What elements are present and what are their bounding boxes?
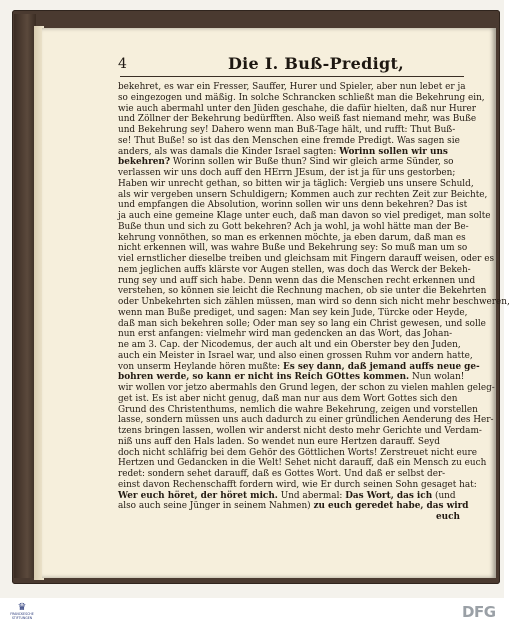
text-run: Worinn sollen wir Buße thun? Sind wir gleich arme Sünder, so: [170, 157, 454, 168]
text-run: anders, als was damals die Kinder Israel sagten:: [118, 146, 340, 157]
text-run: Buße thun und sich zu Gott bekehren? Ach ja wohl, ja wohl hätte man der Be-: [118, 221, 469, 232]
text-line: [118, 178, 474, 190]
bold-scripture-quote: euch: [436, 512, 460, 522]
text-line: [118, 479, 477, 491]
dfg-logo[interactable]: DFG: [462, 603, 496, 621]
text-run: kehrung vonnöthen, so man es erkennen möchte, ja eben darum, daß man es: [118, 232, 466, 243]
text-line: [118, 114, 477, 125]
text-run: also auch seine Jünger in seinem Nahmen): [118, 501, 314, 512]
text-run: nun erst anfangen: vielmehr wird man gedencken an das Wort, das Johan-: [118, 329, 453, 340]
text-line: [118, 404, 478, 416]
text-line: [118, 286, 487, 297]
text-run: verstehen, so können sie leicht die Rechnung machen, ob sie unter die Bekehrten: [118, 286, 487, 297]
text-line: [118, 297, 510, 308]
text-line: [118, 189, 488, 201]
crown-icon: ♛: [17, 602, 27, 614]
text-line: [118, 147, 460, 158]
text-line: [118, 200, 468, 211]
text-line: [118, 447, 477, 459]
text-run: als wir vergeben unsern Schuldigern; Kommen auch zur rechten Zeit zur Beichte,: [118, 189, 488, 200]
text-run: (und: [432, 490, 456, 501]
text-run: Hertzen und Gedancken in die Welt! Sehet nicht darauff, daß ein Mensch zu euch: [118, 458, 487, 469]
text-run: daß man sich bekehren solle; Oder man sey so lang ein Christ gewesen, und solle: [118, 318, 486, 329]
text-run: ja auch eine gemeine Klage unter euch, daß man davon so viel prediget, man solte: [118, 211, 491, 221]
text-run: wenn man Buße prediget, und sagen: Man sey kein Jude, Türcke oder Heyde,: [118, 307, 468, 318]
text-run: nem jeglichen auffs klärste vor Augen stellen, was doch das Werck der Bekeh-: [118, 264, 471, 275]
text-run: lasse, sondern müssen uns auch dadurch zu einer gründlichen Aenderung des Her-: [118, 415, 494, 426]
text-line: [118, 82, 466, 93]
bold-scripture-quote: Wer euch höret, der höret mich.: [118, 490, 278, 501]
text-run: nicht erkennen will, was wahre Buße und Bekehrung sey: So muß man um so: [118, 243, 468, 254]
text-run: und Bekehrung sey! Dahero wenn man Buß-Tage hält, und rufft: Thut Buß-: [118, 125, 456, 135]
text-line: [118, 469, 460, 480]
text-run: doch nicht schläfrig bei dem Gehör des Göttlichen Worts! Zerstreuet nicht eure: [118, 447, 477, 458]
running-title: Die I. Buß-Predigt,: [228, 54, 405, 73]
text-line: [118, 361, 480, 373]
text-line: [118, 232, 466, 244]
text-run: Grund des Christenthums, nemlich die wahre Bekehrung, zeigen und vorstellen: [118, 404, 478, 415]
text-run: ne am 3. Cap. der Nicodemus, der auch alt und ein Oberster bey den Juden,: [118, 340, 461, 350]
text-line: [118, 307, 468, 319]
text-line: [118, 340, 460, 351]
text-run: wir wollen vor jetzo abermahls den Grund legen, der schon zu vielen mahlen geleg-: [118, 383, 495, 393]
text-line: [118, 92, 485, 104]
text-run: se! Thut Buße! so ist das den Menschen eine fremde Predigt. Was sagen sie: [118, 135, 460, 146]
text-line: [118, 211, 491, 222]
bold-scripture-quote: bohren werde, so kann er nicht ins Reich GOttes kommen.: [118, 372, 410, 383]
text-run: einst davon Rechenschafft fordern wird, wie Er durch seinen Sohn gesaget hat:: [118, 479, 477, 490]
text-line: [118, 372, 465, 383]
text-run: wie auch abermahl unter den Jüden geschahe, die dafür hielten, daß nur Hurer: [118, 103, 477, 114]
text-line: [118, 136, 460, 147]
page-header: [72, 56, 472, 78]
text-line: [118, 157, 460, 168]
text-run: get ist. Es ist aber nicht genug, daß man nur aus dem Wort Gottes sich den: [118, 393, 458, 404]
bold-scripture-quote: Das Wort, das ich: [345, 490, 433, 501]
text-run: und empfangen die Absolution, worinn sollen wir uns denn bekehren? Das ist: [118, 200, 468, 211]
text-line: [118, 103, 477, 115]
text-run: Nun wolan!: [409, 372, 465, 383]
text-line: [118, 437, 460, 448]
text-run: niß uns auff den Hals laden. So wendet nun eure Hertzen darauff. Seyd: [118, 436, 440, 447]
bold-scripture-quote: Worinn sollen wir uns: [339, 146, 448, 157]
text-line: [118, 383, 495, 394]
text-line: [118, 254, 495, 265]
text-run: bekehret, es war ein Fresser, Sauffer, Hurer und Spieler, aber nun lebet er ja: [118, 82, 466, 92]
text-line: [118, 275, 476, 287]
text-run: tzens bringen lassen, wollen wir anderst nicht desto mehr Gerichte und Verdam-: [118, 426, 482, 436]
text-line: [118, 243, 468, 254]
sermon-text-block: [118, 82, 510, 523]
header-rule: [120, 76, 464, 77]
text-line: [118, 168, 460, 179]
text-run: und Zöllner der Bekehrung bedürfften. Also weiß fast niemand mehr, was Buße: [118, 114, 477, 125]
text-line: [118, 318, 486, 330]
library-logo[interactable]: [8, 600, 36, 624]
text-line: [118, 329, 460, 340]
text-run: Und abermal:: [277, 490, 346, 501]
book-spine-edge: [14, 14, 36, 578]
bold-scripture-quote: Es sey dann, daß jemand auffs neue ge-: [283, 361, 480, 372]
text-line: [118, 264, 471, 276]
library-logo-text: FRANCKESCHE STIFTUNGEN: [10, 612, 34, 620]
text-run: redet: sondern sehet darauff, daß es Gottes Wort. Und daß er selbst der-: [118, 469, 446, 479]
text-run: von unserm Heylande hören mußte:: [118, 361, 283, 372]
text-run: so eingezogen und mäßig. In solche Schrancken schließt man die Bekehrung ein,: [118, 92, 485, 103]
viewer-footer: [0, 598, 504, 626]
text-line: [118, 394, 460, 405]
text-run: auch ein Meister in Israel war, und also einen grossen Ruhm vor andern hatte,: [118, 350, 473, 361]
text-line: [118, 458, 487, 469]
text-line: [118, 512, 460, 523]
text-run: rung sey und auff sich habe. Denn wenn das die Menschen recht erkennen und: [118, 275, 476, 286]
text-line: [118, 426, 482, 437]
text-run: viel ernstlicher dieselbe treiben und gleichsam mit Fingern darauff weisen, oder es: [118, 254, 495, 264]
bold-scripture-quote: zu euch geredet habe, das wird: [313, 501, 469, 512]
text-line: [118, 221, 469, 233]
text-line: [118, 415, 494, 426]
text-line: [118, 501, 469, 512]
text-line: [118, 491, 460, 502]
page-number: 4: [118, 56, 127, 72]
text-line: [118, 350, 473, 362]
text-run: oder Unbekehrten sich zählen müssen, man wird so denn sich nicht mehr beschweren,: [118, 297, 510, 307]
text-line: [118, 125, 460, 136]
text-run: verlassen wir uns doch auff den HErrn JEsum, der ist ja für uns gestorben;: [118, 168, 456, 178]
bold-scripture-quote: bekehren?: [118, 157, 171, 168]
text-run: Haben wir unrecht gethan, so bitten wir ja täglich: Vergieb uns unsere Schuld,: [118, 178, 474, 189]
